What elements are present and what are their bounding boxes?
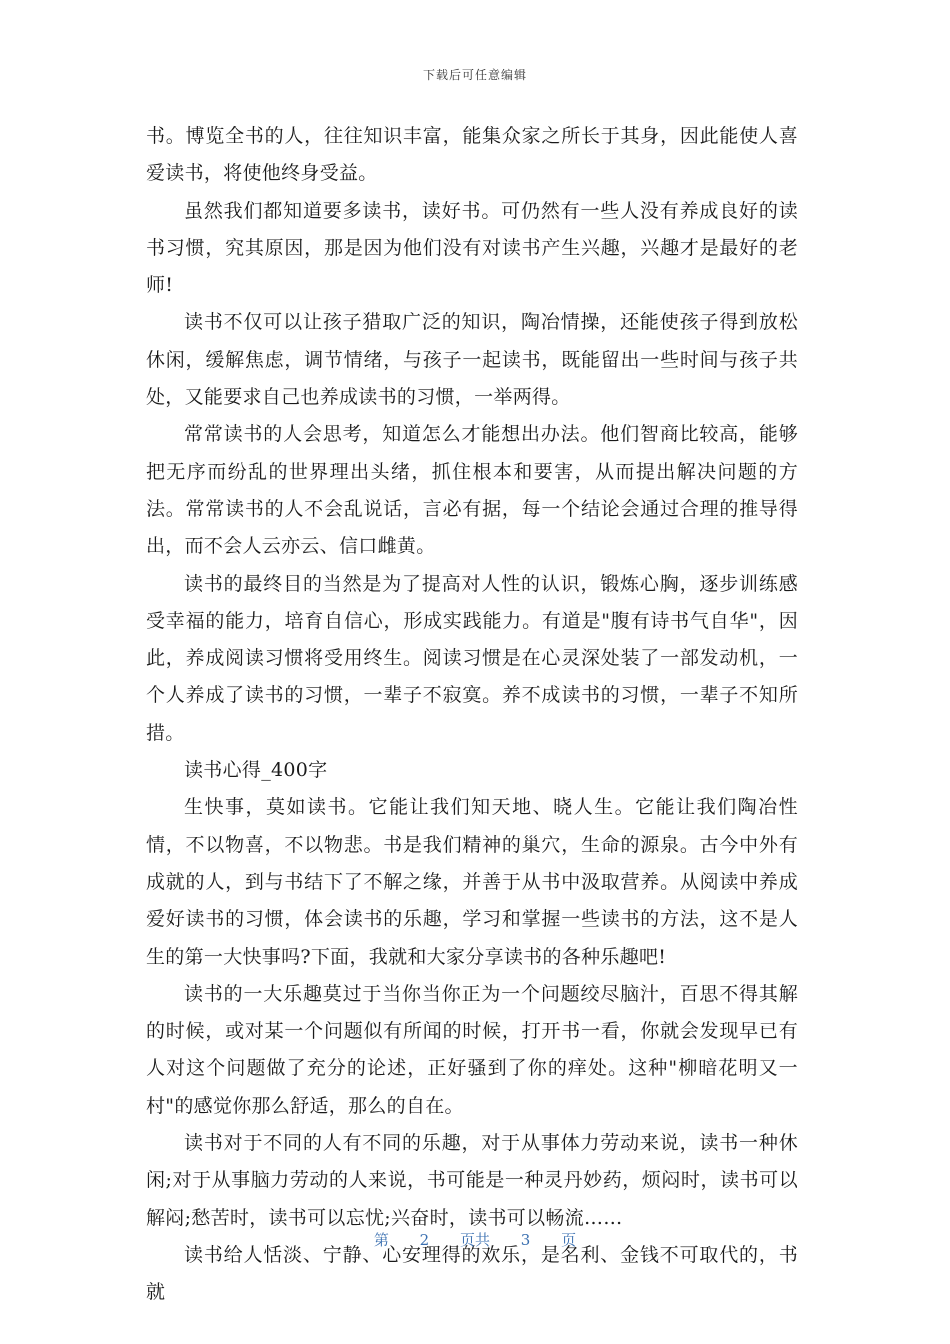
paragraph: 读书给人恬淡、宁静、心安理得的欢乐，是名利、金钱不可取代的，书就 (146, 1243, 798, 1304)
page-label: 第 (373, 1231, 389, 1249)
paragraph: 生快事，莫如读书。它能让我们知天地、晓人生。它能让我们陶冶性情，不以物喜，不以物悲。书是我们精神的巢穴，生命的源泉。古今中外有成就的人，到与书结下了不解之缘，并善于从书中汲取营养。从阅读中养成爱好读书的习惯，体会读书的乐趣，学习和掌握一些读书的方法，这不是人生的第一大快事吗?下面，我就和大家分享读书的各种乐趣吧! (146, 796, 798, 968)
total-pages: 3 (520, 1231, 531, 1249)
page-number-footer (0, 1229, 950, 1250)
paragraph: 书。博览全书的人，往往知识丰富，能集众家之所长于其身，因此能使人喜爱读书，将使他终身受益。 (146, 125, 798, 185)
paragraph: 读书对于不同的人有不同的乐趣，对于从事体力劳动来说，读书一种休闲;对于从事脑力劳动的人来说，书可能是一种灵丹妙药，烦闷时，读书可以解闷;愁苦时，读书可以忘忧;兴奋时，读书可以畅流…… (146, 1132, 798, 1229)
paragraph: 读书不仅可以让孩子猎取广泛的知识，陶冶情操，还能使孩子得到放松休闲，缓解焦虑，调节情绪，与孩子一起读书，既能留出一些时间与孩子共处，又能要求自己也养成读书的习惯，一举两得。 (146, 311, 798, 409)
header-note: 下载后可任意编辑 (422, 68, 527, 82)
current-page: 2 (419, 1231, 430, 1249)
paragraph: 虽然我们都知道要多读书，读好书。可仍然有一些人没有养成良好的读书习惯，究其原因，那是因为他们没有对读书产生兴趣，兴趣才是最好的老师! (146, 199, 798, 297)
paragraph: 常常读书的人会思考，知道怎么才能想出办法。他们智商比较高，能够把无序而纷乱的世界理出头绪，抓住根本和要害，从而提出解决问题的方法。常常读书的人不会乱说话，言必有据，每一个结论会通过合理的推导得出，而不会人云亦云、信口雌黄。 (146, 423, 798, 558)
page-of-label: 页共 (459, 1231, 490, 1249)
paragraph: 读书的最终目的当然是为了提高对人性的认识，锻炼心胸，逐步训练感受幸福的能力，培育自信心，形成实践能力。有道是"腹有诗书气自华"，因此，养成阅读习惯将受用终生。阅读习惯是在心灵深处装了一部发动机，一个人养成了读书的习惯，一辈子不寂寞。养不成读书的习惯，一辈子不知所措。 (146, 572, 798, 744)
document-body (146, 118, 798, 1312)
section-heading: 读书心得_400字 (184, 759, 328, 782)
paragraph: 读书的一大乐趣莫过于当你当你正为一个问题绞尽脑汁，百思不得其解的时候，或对某一个问题似有所闻的时候，打开书一看，你就会发现早已有人对这个问题做了充分的论述，正好骚到了你的痒处。这种"柳暗花明又一村"的感觉你那么舒适，那么的自在。 (146, 982, 798, 1117)
page-end-label: 页 (561, 1231, 577, 1249)
